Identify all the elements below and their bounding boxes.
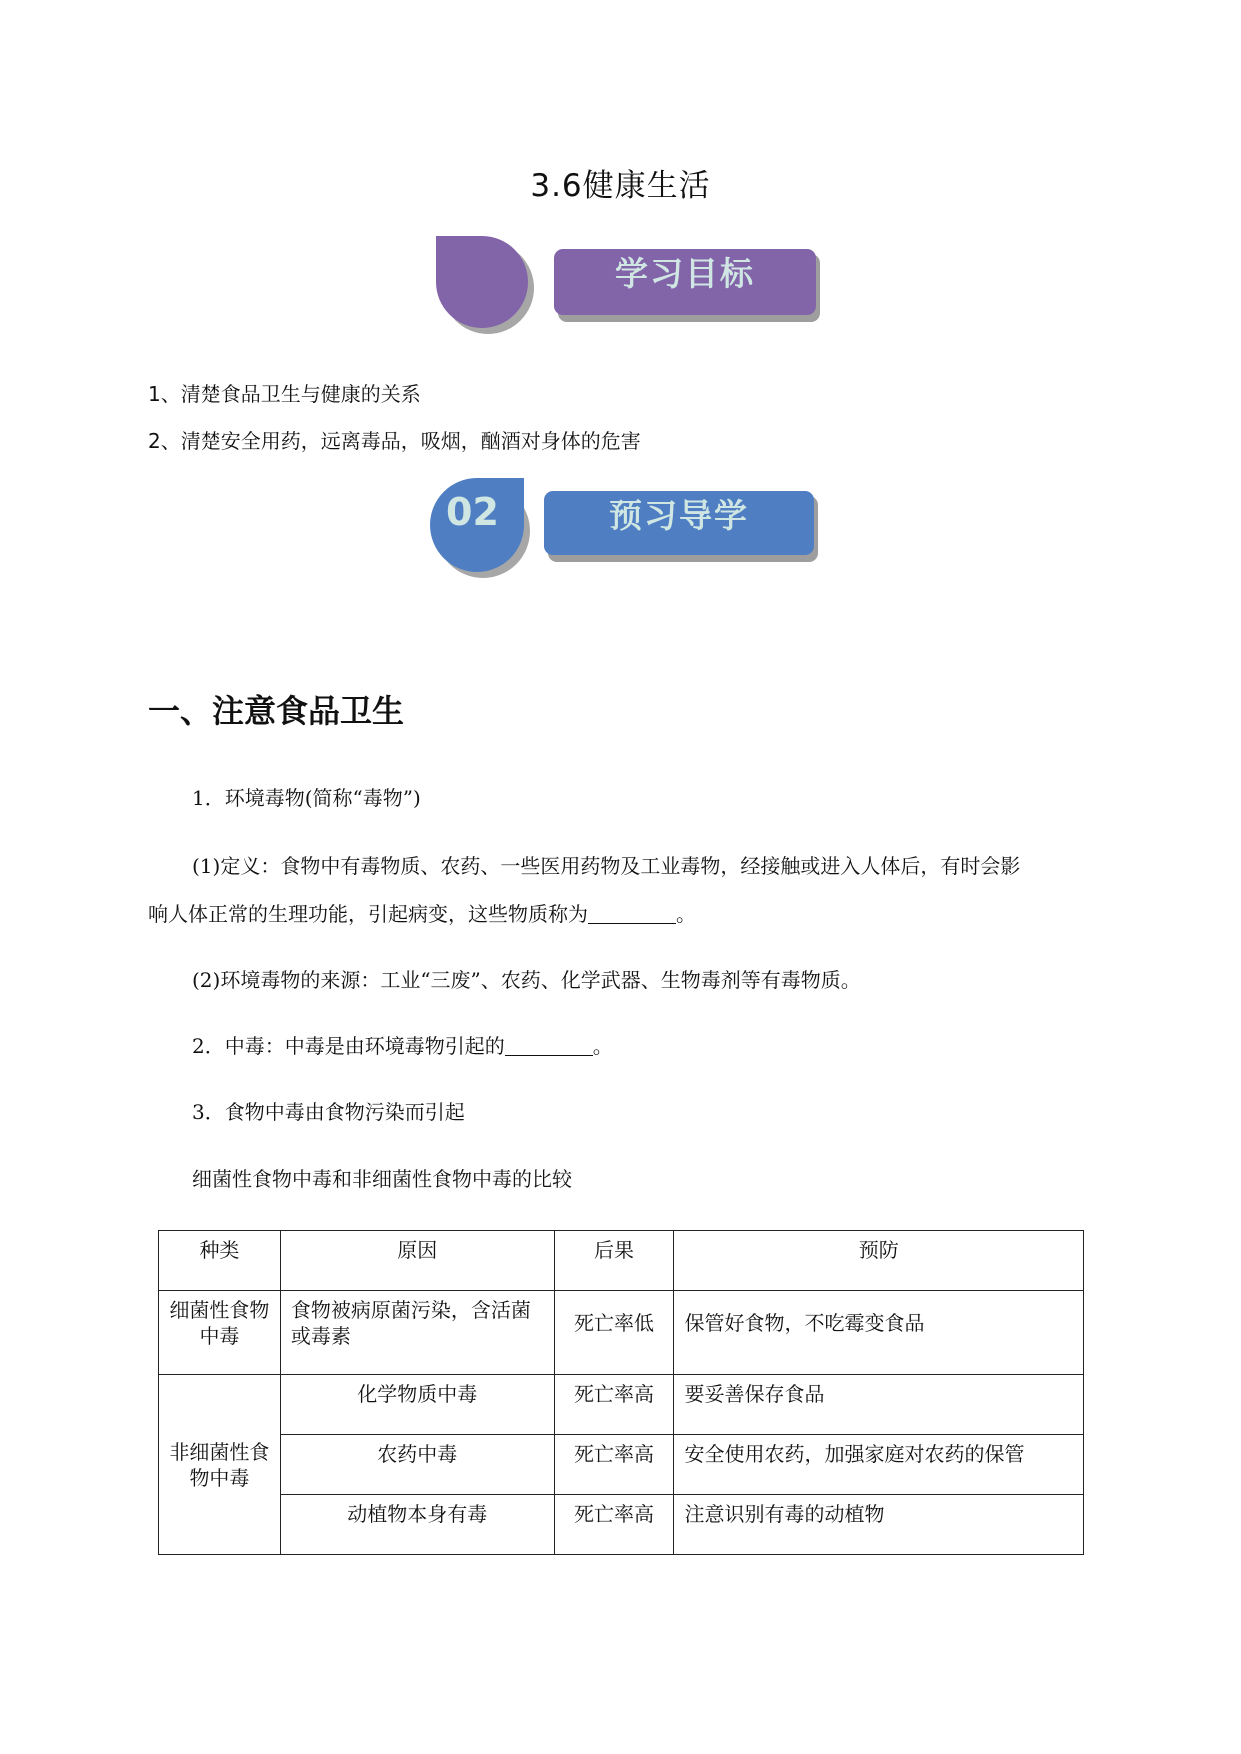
table-row [159, 1291, 1084, 1375]
table-cell: 死亡率高 [554, 1375, 674, 1435]
banner-preview [430, 478, 830, 578]
paragraph-end: 。 [592, 1034, 613, 1058]
page-title: 3.6健康生活 [530, 168, 711, 204]
table-row [159, 1435, 1084, 1495]
table-header: 原因 [280, 1231, 554, 1291]
paragraph: (1)定义：食物中有毒物质、农药、一些医用药物及工业毒物，经接触或进入人体后，有时会影 [192, 854, 1021, 878]
paragraph: 细菌性食物中毒和非细菌性食物中毒的比较 [192, 1167, 572, 1191]
paragraph-text: 响人体正常的生理功能，引起病变，这些物质称为 [148, 902, 588, 926]
paragraph: 1．环境毒物(简称“毒物”) [192, 786, 421, 810]
banner-learning-goals [436, 236, 826, 336]
paragraph: 3．食物中毒由食物污染而引起 [192, 1100, 465, 1124]
banner-label: 预习导学 [544, 491, 814, 555]
paragraph [148, 898, 696, 927]
paragraph-end: 。 [676, 902, 696, 926]
table-header: 预防 [674, 1231, 1084, 1291]
paragraph-text: 2．中毒：中毒是由环境毒物引起的 [192, 1034, 505, 1058]
paragraph: (2)环境毒物的来源：工业“三废”、农药、化学武器、生物毒剂等有毒物质。 [192, 968, 861, 992]
banner-number: 02 [446, 490, 499, 534]
section-heading: 一、注意食品卫生 [148, 692, 405, 730]
banner-label: 学习目标 [554, 249, 816, 315]
answer-blank[interactable] [588, 903, 676, 924]
goal-item: 1、清楚食品卫生与健康的关系 [148, 382, 421, 406]
table-cell: 死亡率低 [554, 1291, 674, 1375]
table-cell: 要妥善保存食品 [674, 1375, 1084, 1435]
paragraph [192, 1030, 613, 1059]
table-header: 种类 [159, 1231, 281, 1291]
table-cell: 非细菌性食物中毒 [159, 1375, 281, 1555]
table-row [159, 1375, 1084, 1435]
table-cell: 注意识别有毒的动植物 [674, 1495, 1084, 1555]
table-cell: 保管好食物，不吃霉变食品 [674, 1291, 1084, 1375]
table-cell: 安全使用农药，加强家庭对农药的保管 [674, 1435, 1084, 1495]
table-cell: 化学物质中毒 [280, 1375, 554, 1435]
table-cell: 死亡率高 [554, 1435, 674, 1495]
table-cell: 死亡率高 [554, 1495, 674, 1555]
comparison-table [158, 1230, 1084, 1555]
answer-blank[interactable] [505, 1035, 593, 1056]
table-cell: 农药中毒 [280, 1435, 554, 1495]
table-row [159, 1495, 1084, 1555]
goal-item: 2、清楚安全用药，远离毒品，吸烟，酗酒对身体的危害 [148, 429, 641, 453]
banner-circle [436, 236, 528, 328]
table-cell: 食物被病原菌污染，含活菌或毒素 [280, 1291, 554, 1375]
table-cell: 动植物本身有毒 [280, 1495, 554, 1555]
table-cell: 细菌性食物中毒 [159, 1291, 281, 1375]
table-header-row [159, 1231, 1084, 1291]
table-header: 后果 [554, 1231, 674, 1291]
